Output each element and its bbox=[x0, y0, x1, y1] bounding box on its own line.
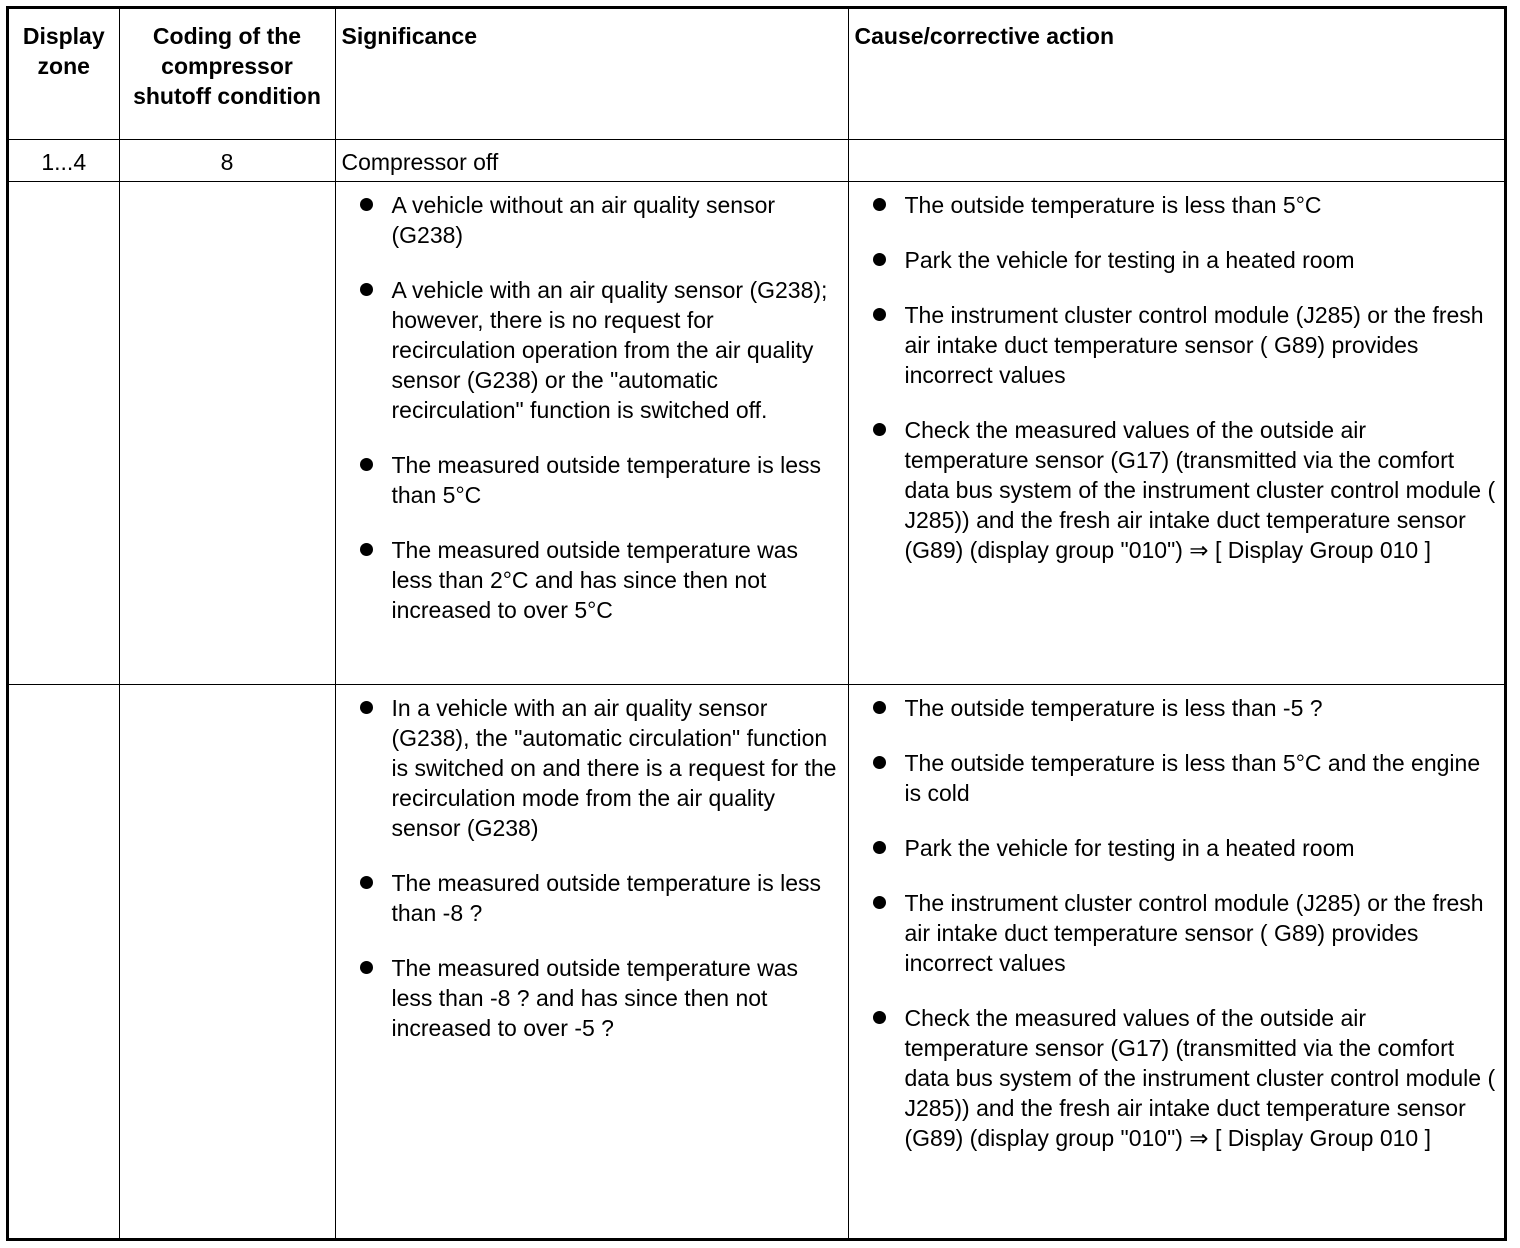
compressor-shutoff-table bbox=[9, 9, 1504, 1238]
list-item-text: The measured outside temperature is less than 5°C bbox=[391, 451, 822, 508]
cell-display-zone-empty bbox=[9, 684, 119, 1238]
significance-bullet-list bbox=[336, 182, 848, 625]
list-item-text: The instrument cluster control module (J285) or the fresh air intake duct temperature sensor ( G89) provides incorrect values bbox=[904, 301, 1484, 388]
bullet-icon bbox=[873, 308, 886, 321]
cell-cause-list bbox=[848, 181, 1504, 684]
bullet-icon bbox=[360, 458, 373, 471]
list-item bbox=[849, 693, 1497, 723]
bullet-icon bbox=[873, 423, 886, 436]
table-header-row bbox=[9, 9, 1504, 139]
bullet-icon bbox=[873, 198, 886, 211]
list-item-text: A vehicle without an air quality sensor (G238) bbox=[391, 191, 776, 248]
bullet-icon bbox=[873, 841, 886, 854]
list-item bbox=[849, 415, 1497, 565]
list-item bbox=[849, 245, 1497, 275]
list-item bbox=[849, 1003, 1497, 1153]
bullet-icon bbox=[360, 543, 373, 556]
list-item bbox=[336, 953, 840, 1043]
list-item-text: The measured outside temperature was less than 2°C and has since then not increased to over 5°C bbox=[391, 536, 799, 623]
list-item bbox=[849, 300, 1497, 390]
cell-coding-empty bbox=[119, 684, 335, 1238]
list-item bbox=[849, 748, 1497, 808]
header-cause: Cause/corrective action bbox=[848, 9, 1504, 139]
list-item-text: Park the vehicle for testing in a heated room bbox=[904, 246, 1355, 273]
bullet-icon bbox=[360, 198, 373, 211]
cell-significance: Compressor off bbox=[335, 139, 848, 181]
cause-bullet-list bbox=[849, 182, 1505, 565]
list-item-text: A vehicle with an air quality sensor (G238); however, there is no request for recirculation operation from the air quality sensor (G238) or the "automatic recirculation" function is switched off. bbox=[391, 276, 828, 423]
bullet-icon bbox=[360, 876, 373, 889]
list-item bbox=[336, 275, 840, 425]
bullet-icon bbox=[360, 701, 373, 714]
list-item-text: The instrument cluster control module (J285) or the fresh air intake duct temperature sensor ( G89) provides incorrect values bbox=[904, 889, 1484, 976]
bullet-icon bbox=[873, 253, 886, 266]
cell-coding-empty bbox=[119, 181, 335, 684]
list-item-text: Park the vehicle for testing in a heated room bbox=[904, 834, 1355, 861]
list-item bbox=[336, 450, 840, 510]
cell-display-zone: 1...4 bbox=[9, 139, 119, 181]
list-item bbox=[849, 888, 1497, 978]
bullet-icon bbox=[873, 701, 886, 714]
list-item bbox=[336, 190, 840, 250]
list-item bbox=[336, 693, 840, 843]
cause-bullet-list bbox=[849, 685, 1505, 1153]
cell-significance-list bbox=[335, 684, 848, 1238]
list-item bbox=[849, 833, 1497, 863]
diagnostic-table-frame bbox=[6, 6, 1507, 1241]
significance-bullet-list bbox=[336, 685, 848, 1043]
list-item bbox=[336, 535, 840, 625]
cell-significance-list bbox=[335, 181, 848, 684]
list-item-text: Check the measured values of the outside air temperature sensor (G17) (transmitted via the comfort data bus system of the instrument cluster control module ( J285)) and the fresh air intake duct temperature sensor (G89) (display group "010") ⇒ [ Display Group 010 ] bbox=[904, 416, 1496, 563]
list-item-text: Check the measured values of the outside air temperature sensor (G17) (transmitted via the comfort data bus system of the instrument cluster control module ( J285)) and the fresh air intake duct temperature sensor (G89) (display group "010") ⇒ [ Display Group 010 ] bbox=[904, 1004, 1496, 1151]
cell-display-zone-empty bbox=[9, 181, 119, 684]
cell-cause bbox=[848, 139, 1504, 181]
header-coding: Coding of the compressor shutoff condition bbox=[119, 9, 335, 139]
header-display-zone: Display zone bbox=[9, 9, 119, 139]
cell-coding: 8 bbox=[119, 139, 335, 181]
bullet-icon bbox=[873, 756, 886, 769]
list-item-text: The measured outside temperature was less than -8 ? and has since then not increased to over -5 ? bbox=[391, 954, 799, 1041]
list-item-text: The outside temperature is less than -5 ? bbox=[904, 694, 1323, 721]
list-item bbox=[336, 868, 840, 928]
table-row bbox=[9, 684, 1504, 1238]
table-row bbox=[9, 181, 1504, 684]
bullet-icon bbox=[873, 896, 886, 909]
bullet-icon bbox=[360, 961, 373, 974]
bullet-icon bbox=[360, 283, 373, 296]
cell-cause-list bbox=[848, 684, 1504, 1238]
list-item-text: The measured outside temperature is less than -8 ? bbox=[391, 869, 822, 926]
bullet-icon bbox=[873, 1011, 886, 1024]
list-item bbox=[849, 190, 1497, 220]
list-item-text: The outside temperature is less than 5°C and the engine is cold bbox=[904, 749, 1481, 806]
table-row bbox=[9, 139, 1504, 181]
list-item-text: The outside temperature is less than 5°C bbox=[904, 191, 1322, 218]
list-item-text: In a vehicle with an air quality sensor (G238), the "automatic circulation" function is switched on and there is a request for the recirculation mode from the air quality sensor (G238) bbox=[391, 694, 837, 841]
header-significance: Significance bbox=[335, 9, 848, 139]
